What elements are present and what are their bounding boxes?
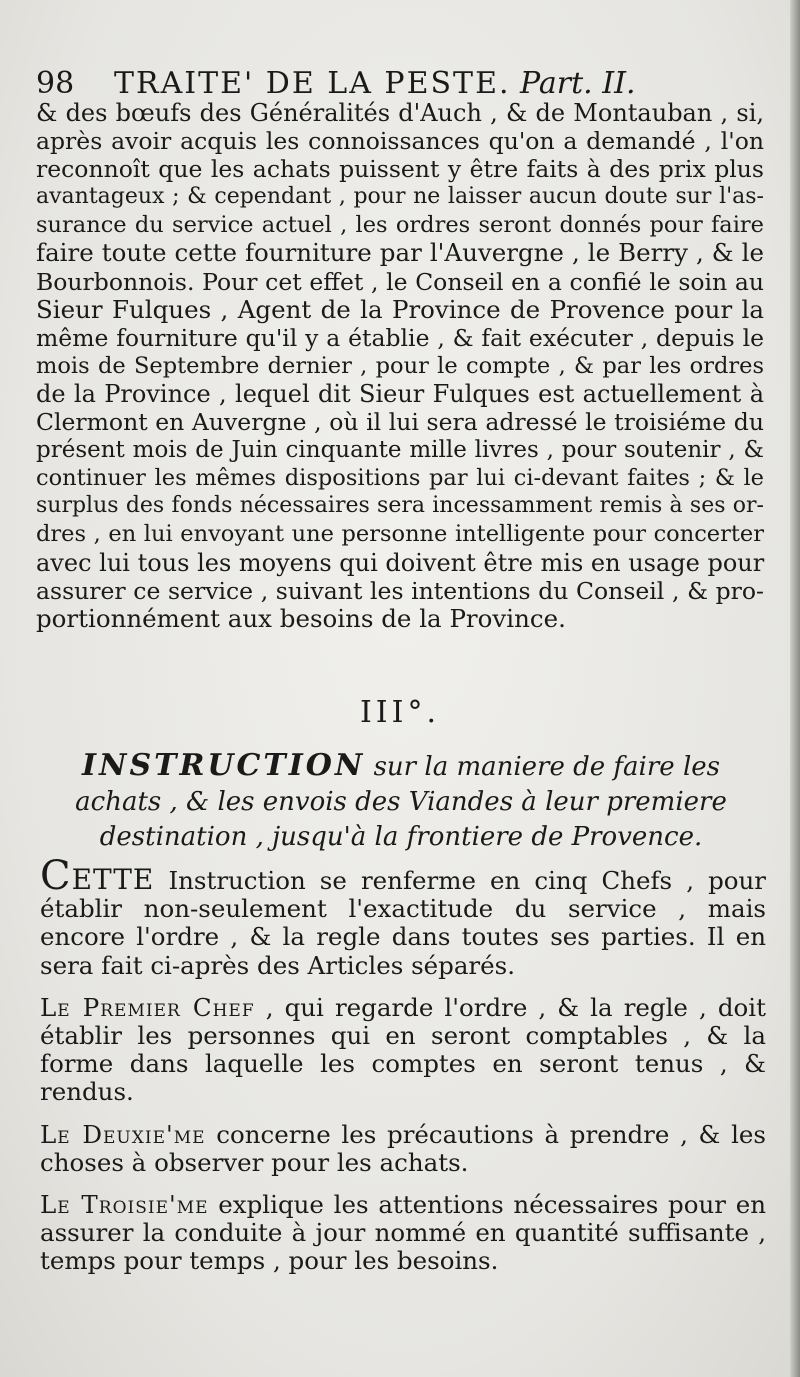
- paragraph-text: Instruction se renferme en cinq Chefs , pour établir non-seulement l'exactitude du service , mais encore l'ordre , & la regle dans toutes ses parties. Il en sera fait ci-après des Articles séparés.: [40, 866, 766, 980]
- paragraph-lead: Le Deuxie'me: [40, 1119, 206, 1149]
- body-line: mois de Septembre dernier , pour le compte , & par les ordres: [36, 352, 764, 379]
- body-line: Bourbonnois. Pour cet effet , le Conseil en a confié le soin au: [36, 267, 764, 296]
- paragraph-troisieme: [40, 1191, 766, 1276]
- instruction-line-3: destination , jusqu'à la frontiere de Provence.: [99, 822, 703, 852]
- section-number: III°.: [359, 695, 441, 730]
- body-line: même fourniture qu'il y a établie , & fait exécuter , depuis le: [36, 323, 764, 352]
- body-line: avec lui tous les moyens qui doivent être mis en usage pour: [36, 548, 765, 577]
- body-line: surplus des fonds nécessaires sera incessamment remis à ses or-: [36, 493, 764, 519]
- paragraph-lead: Cette: [40, 853, 155, 899]
- part-label: Part. II.: [520, 66, 636, 101]
- instruction-body: [40, 853, 766, 1290]
- body-line: portionnément aux besoins de la Province.: [36, 603, 566, 633]
- body-line: reconnoît que les achats puissent y être faits à des prix plus: [36, 155, 764, 184]
- paragraph-deuxieme: [40, 1121, 766, 1177]
- body-line: dres , en lui envoyant une personne intelligente pour concerter: [36, 521, 764, 548]
- body-text: [36, 99, 764, 633]
- body-line: avantageux ; & cependant , pour ne laisser aucun doute sur l'as-: [36, 184, 764, 210]
- paragraph-text: , qui regarde l'ordre , & la regle , doit établir les personnes qui en seront comptables , & la forme dans laquelle les comptes en seront tenus , & rendus.: [40, 992, 766, 1107]
- instruction-heading: [36, 748, 766, 855]
- body-line: continuer les mêmes dispositions par lui ci-devant faites ; & le: [36, 465, 764, 492]
- body-line: après avoir acquis les connoissances qu'on a demandé , l'on: [36, 127, 764, 156]
- instruction-line-1: sur la maniere de faire les: [373, 752, 720, 782]
- page-edge: [790, 0, 800, 1377]
- body-line: surance du service actuel , les ordres seront donnés pour faire: [36, 212, 764, 239]
- page-number: 98: [36, 66, 75, 101]
- page-header: [36, 64, 770, 104]
- paragraph-premier-chef: [40, 994, 766, 1107]
- body-line: Sieur Fulques , Agent de la Province de Provence pour la: [36, 294, 764, 324]
- paragraph-text: concerne les précautions à prendre , & les choses à observer pour les achats.: [40, 1119, 766, 1177]
- instruction-line-2: achats , & les envois des Viandes à leur premiere: [75, 787, 727, 817]
- instruction-lead: INSTRUCTION: [82, 748, 366, 783]
- body-line: présent mois de Juin cinquante mille livres , pour soutenir , &: [36, 437, 764, 464]
- paragraph-cette: [40, 853, 766, 980]
- body-line: Clermont en Auvergne , où il lui sera adressé le troisiéme du: [36, 408, 764, 437]
- paragraph-lead: Le Premier Chef: [40, 992, 255, 1022]
- body-line: faire toute cette fourniture par l'Auvergne , le Berry , & le: [36, 238, 764, 268]
- running-title: TRAITE' DE LA PESTE.: [114, 66, 511, 101]
- body-line: de la Province , lequel dit Sieur Fulques est actuellement à: [36, 379, 764, 408]
- body-line: & des bœufs des Généralités d'Auch , & de Montauban , si,: [36, 99, 764, 127]
- body-line: assurer ce service , suivant les intentions du Conseil , & pro-: [36, 576, 764, 605]
- paragraph-lead: Le Troisie'me: [40, 1190, 209, 1220]
- paragraph-text: explique les attentions nécessaires pour en assurer la conduite à jour nommé en quantité suffisante , temps pour temps , pour les besoins.: [40, 1190, 766, 1276]
